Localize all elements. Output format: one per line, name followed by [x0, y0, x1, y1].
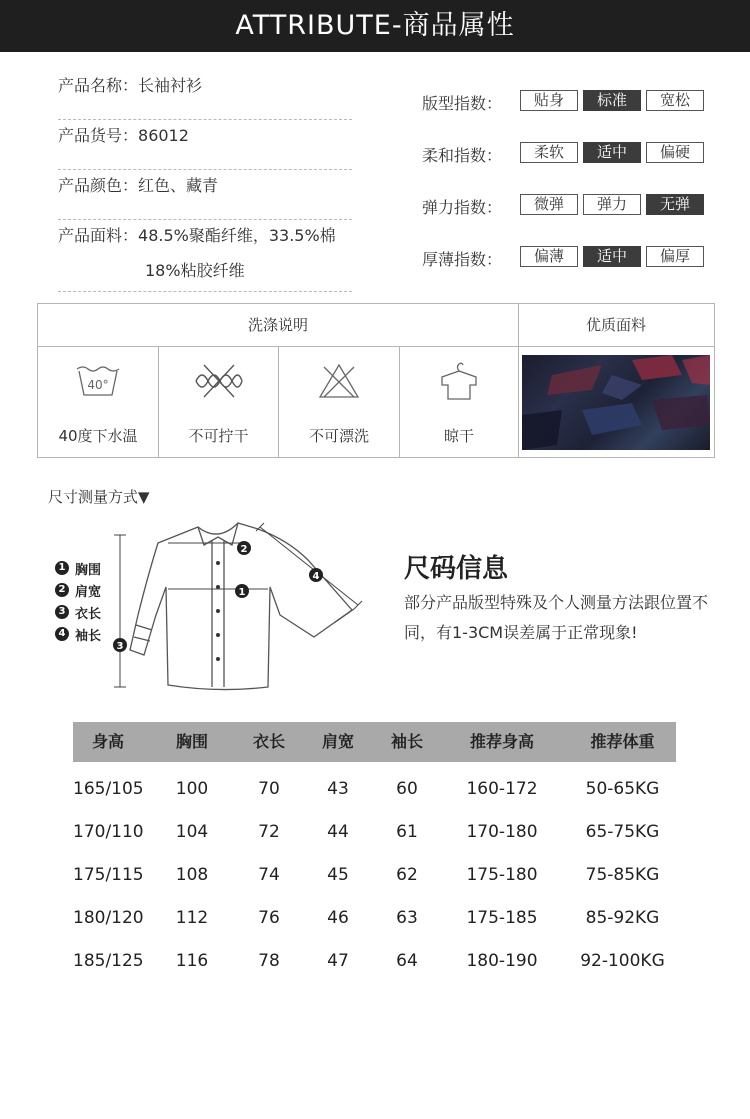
wash-item — [159, 347, 279, 458]
size-table-header — [73, 722, 676, 762]
table-cell: 112 — [175, 908, 209, 928]
index-label: 柔和指数： — [422, 146, 503, 165]
index-option: 宽松 — [646, 90, 704, 111]
col-header: 衣长 — [252, 732, 285, 751]
wash-instructions-table — [37, 303, 715, 458]
table-cell: 44 — [327, 822, 349, 842]
divider — [518, 304, 519, 457]
table-cell: 170-180 — [466, 822, 538, 842]
index-option: 弹力 — [583, 194, 641, 215]
legend-text: 胸围 — [75, 562, 102, 578]
col-header: 袖长 — [390, 732, 423, 751]
index-option: 柔软 — [520, 142, 578, 163]
legend-text: 肩宽 — [75, 584, 102, 600]
table-cell: 116 — [175, 951, 209, 971]
table-cell: 74 — [258, 865, 280, 885]
attr-label: 产品颜色： — [58, 176, 139, 195]
table-row — [73, 768, 676, 811]
table-cell: 43 — [327, 779, 349, 799]
attr-value-line2: 18%粘胶纤维 — [145, 261, 245, 280]
index-row-thickness — [422, 246, 709, 298]
index-option-selected: 适中 — [583, 142, 641, 163]
table-cell: 92-100KG — [580, 951, 665, 971]
legend-text: 袖长 — [75, 628, 102, 644]
svg-text:2: 2 — [240, 544, 248, 555]
attr-value: 86012 — [138, 126, 189, 145]
index-row-fit — [422, 90, 709, 142]
index-option-selected: 适中 — [583, 246, 641, 267]
wash-label: 40度下水温 — [58, 427, 138, 445]
svg-text:1: 1 — [238, 587, 246, 598]
col-header: 胸围 — [175, 732, 208, 751]
table-cell: 100 — [175, 779, 209, 799]
legend-item — [55, 623, 101, 645]
wash-item — [279, 347, 400, 458]
index-row-elasticity — [422, 194, 709, 246]
col-header: 身高 — [91, 732, 124, 751]
table-cell: 64 — [396, 951, 418, 971]
col-header: 推荐身高 — [469, 732, 534, 751]
svg-text:4: 4 — [312, 571, 320, 582]
svg-text:3: 3 — [116, 641, 124, 652]
size-table — [73, 722, 676, 983]
fabric-pattern — [522, 355, 710, 450]
table-cell: 70 — [258, 779, 280, 799]
attr-row-fabric — [58, 220, 352, 292]
attr-label: 产品面料： — [58, 226, 139, 245]
attr-value: 48.5%聚酯纤维，33.5%棉 — [138, 226, 336, 245]
table-cell: 185/125 — [73, 951, 144, 971]
attr-row-color — [58, 170, 352, 220]
wash-item — [400, 347, 518, 458]
legend-item — [55, 601, 101, 623]
attr-value: 长袖衬衫 — [138, 76, 203, 95]
attribute-list — [58, 70, 352, 292]
legend-num: 3 — [55, 605, 69, 619]
table-row — [73, 811, 676, 854]
index-label: 版型指数： — [422, 94, 503, 113]
index-option: 偏薄 — [520, 246, 578, 267]
table-row — [73, 854, 676, 897]
legend-text: 衣长 — [75, 606, 102, 622]
attr-value: 红色、藏青 — [138, 176, 219, 195]
col-header: 推荐体重 — [590, 732, 655, 751]
table-cell: 63 — [396, 908, 418, 928]
legend-item — [55, 579, 101, 601]
attr-row-name — [58, 70, 352, 120]
table-cell: 46 — [327, 908, 349, 928]
legend-num: 1 — [55, 561, 69, 575]
table-cell: 65-75KG — [585, 822, 660, 842]
index-list — [422, 90, 709, 298]
size-info-desc: 部分产品版型特殊及个人测量方法跟位置不同，有1-3CM误差属于正常现象! — [404, 593, 709, 642]
page-header — [0, 0, 750, 52]
table-cell: 108 — [175, 865, 209, 885]
table-cell: 175-180 — [466, 865, 538, 885]
table-cell: 180/120 — [73, 908, 144, 928]
index-label: 弹力指数： — [422, 198, 503, 217]
table-cell: 76 — [258, 908, 280, 928]
table-cell: 85-92KG — [585, 908, 660, 928]
table-cell: 170/110 — [73, 822, 144, 842]
wash-label: 不可拧干 — [188, 427, 249, 445]
table-cell: 75-85KG — [585, 865, 660, 885]
header-title: ATTRIBUTE-商品属性 — [235, 10, 515, 41]
table-cell: 78 — [258, 951, 280, 971]
fabric-title: 优质面料 — [518, 304, 714, 347]
table-cell: 104 — [175, 822, 209, 842]
table-cell: 62 — [396, 865, 418, 885]
legend-num: 2 — [55, 583, 69, 597]
no-bleach-icon — [314, 361, 364, 401]
table-cell: 175/115 — [73, 865, 144, 885]
measure-legend — [55, 557, 101, 645]
shirt-measure-diagram — [108, 515, 368, 695]
wash-40-icon — [73, 361, 123, 401]
table-cell: 160-172 — [466, 779, 538, 799]
no-wring-icon — [192, 361, 246, 401]
table-cell: 180-190 — [466, 951, 538, 971]
index-option: 偏厚 — [646, 246, 704, 267]
index-option-selected: 标准 — [583, 90, 641, 111]
attr-label: 产品名称： — [58, 76, 139, 95]
hang-dry-icon — [434, 361, 484, 401]
fabric-swatch-image — [522, 355, 710, 450]
index-option: 贴身 — [520, 90, 578, 111]
table-cell: 175-185 — [466, 908, 538, 928]
attr-label: 产品货号： — [58, 126, 139, 145]
table-cell: 45 — [327, 865, 349, 885]
index-option: 偏硬 — [646, 142, 704, 163]
wash-label: 不可漂洗 — [308, 427, 369, 445]
index-option: 微弹 — [520, 194, 578, 215]
tub-temp-text: 40° — [87, 378, 109, 392]
legend-num: 4 — [55, 627, 69, 641]
index-option-selected: 无弹 — [646, 194, 704, 215]
table-cell: 50-65KG — [585, 779, 660, 799]
wash-item — [38, 347, 159, 458]
size-info-title: 尺码信息 — [404, 554, 509, 584]
attr-row-sku — [58, 120, 352, 170]
table-cell: 61 — [396, 822, 418, 842]
index-row-softness — [422, 142, 709, 194]
table-cell: 60 — [396, 779, 418, 799]
table-cell: 165/105 — [73, 779, 144, 799]
col-header: 肩宽 — [321, 732, 354, 751]
table-cell: 47 — [327, 951, 349, 971]
wash-label: 晾干 — [443, 427, 474, 445]
table-row — [73, 940, 676, 983]
table-row — [73, 897, 676, 940]
wash-title: 洗涤说明 — [38, 304, 518, 347]
index-label: 厚薄指数： — [422, 250, 503, 269]
table-cell: 72 — [258, 822, 280, 842]
measure-title: 尺寸测量方式▼ — [48, 488, 150, 506]
legend-item — [55, 557, 101, 579]
